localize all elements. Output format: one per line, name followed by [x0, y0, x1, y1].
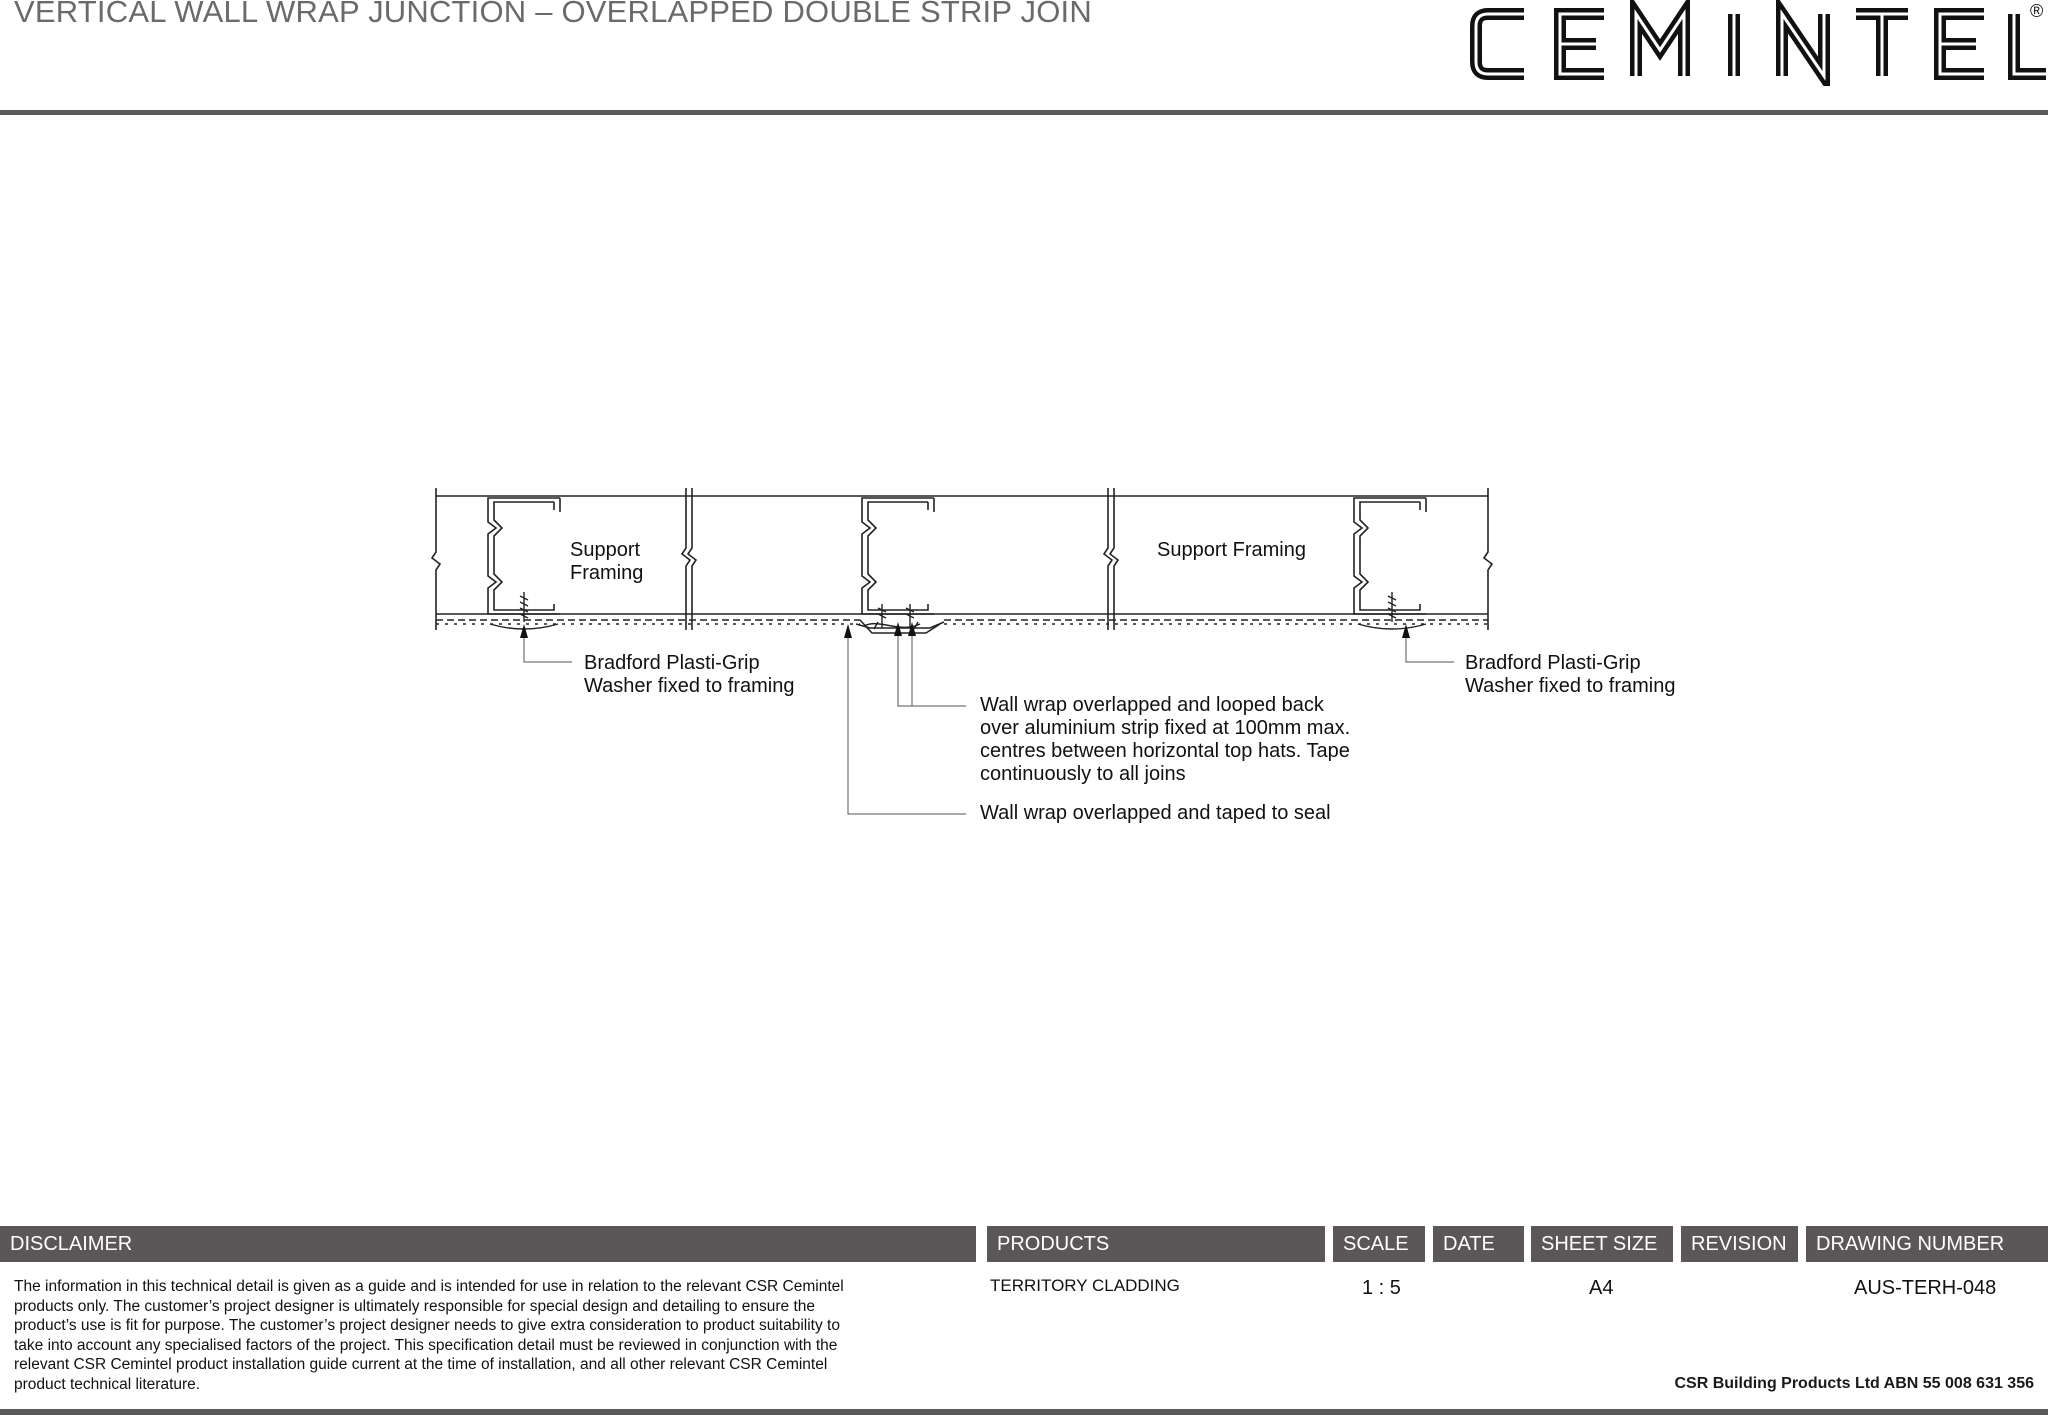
leader-taped	[848, 636, 966, 814]
page-title: VERTICAL WALL WRAP JUNCTION – OVERLAPPED DOUBLE STRIP JOIN	[14, 0, 1092, 29]
disclaimer-line: take into account any specialised factors of the project. This specification detail must be reviewed in conjunction with the	[14, 1336, 838, 1354]
registered-mark: ®	[2030, 1, 2044, 21]
break-line-right	[1484, 488, 1492, 630]
support-framing-right: Support Framing	[1157, 539, 1306, 561]
looped-note-line2: over aluminium strip fixed at 100mm max.	[980, 717, 1351, 739]
leader-looped-a	[898, 634, 966, 706]
drawing-number-value: AUS-TERH-048	[1854, 1277, 1997, 1299]
disclaimer-line: products only. The customer’s project designer is ultimately responsible for special design and detailing to ensure the	[14, 1297, 815, 1315]
disclaimer-line: The information in this technical detail is given as a guide and is intended for use in relation to the relevant CSR Cemintel	[14, 1278, 844, 1295]
break-line-left	[432, 488, 440, 630]
disclaimer-line: product’s use is fit for purpose. The customer’s project designer needs to give extra consideration to product suitability to	[14, 1317, 840, 1335]
washer-right-line2: Washer fixed to framing	[1465, 675, 1676, 697]
company-abn: CSR Building Products Ltd ABN 55 008 631 356	[1674, 1375, 2034, 1392]
taped-note: Wall wrap overlapped and taped to seal	[980, 802, 1331, 824]
scale-header: SCALE	[1333, 1226, 1425, 1262]
products-value: TERRITORY CLADDING	[990, 1276, 1180, 1295]
arrow-taped	[844, 624, 852, 638]
washer-left-line1: Bradford Plasti-Grip	[584, 652, 760, 674]
sheet-size-header: SHEET SIZE	[1531, 1226, 1673, 1262]
disclaimer-line: relevant CSR Cemintel product installation guide current at the time of installation, and all other relevant CSR Cemintel	[14, 1356, 828, 1374]
washer-left-line2: Washer fixed to framing	[584, 675, 795, 697]
screw-center-2	[906, 604, 914, 628]
washer-right-line1: Bradford Plasti-Grip	[1465, 652, 1641, 674]
arrow-washer-right	[1402, 624, 1410, 638]
products-header: PRODUCTS	[987, 1226, 1325, 1262]
break-line-3	[1104, 488, 1112, 630]
drawing-number-header: DRAWING NUMBER	[1806, 1226, 2048, 1262]
disclaimer-line: product technical literature.	[14, 1375, 201, 1393]
looped-note-line3: centres between horizontal top hats. Tape	[980, 740, 1350, 762]
arrow-looped-a	[894, 622, 902, 636]
disclaimer-text	[14, 1277, 964, 1395]
sheet-size-value: A4	[1589, 1277, 1614, 1299]
support-framing-left-line2: Framing	[570, 562, 644, 584]
disclaimer-header: DISCLAIMER	[0, 1226, 976, 1262]
leader-washer-right	[1406, 634, 1454, 662]
break-line-1	[682, 488, 690, 630]
arrow-washer-left	[520, 624, 528, 638]
support-framing-left-line1: Support	[570, 539, 641, 561]
footer-rule	[0, 1409, 2048, 1415]
looped-note-line4: continuously to all joins	[980, 763, 1186, 785]
leader-washer-left	[524, 634, 572, 662]
revision-header: REVISION	[1681, 1226, 1798, 1262]
scale-value: 1 : 5	[1362, 1277, 1401, 1299]
date-header: DATE	[1433, 1226, 1524, 1262]
looped-note-line1: Wall wrap overlapped and looped back	[980, 694, 1324, 716]
stud-center	[862, 498, 934, 614]
